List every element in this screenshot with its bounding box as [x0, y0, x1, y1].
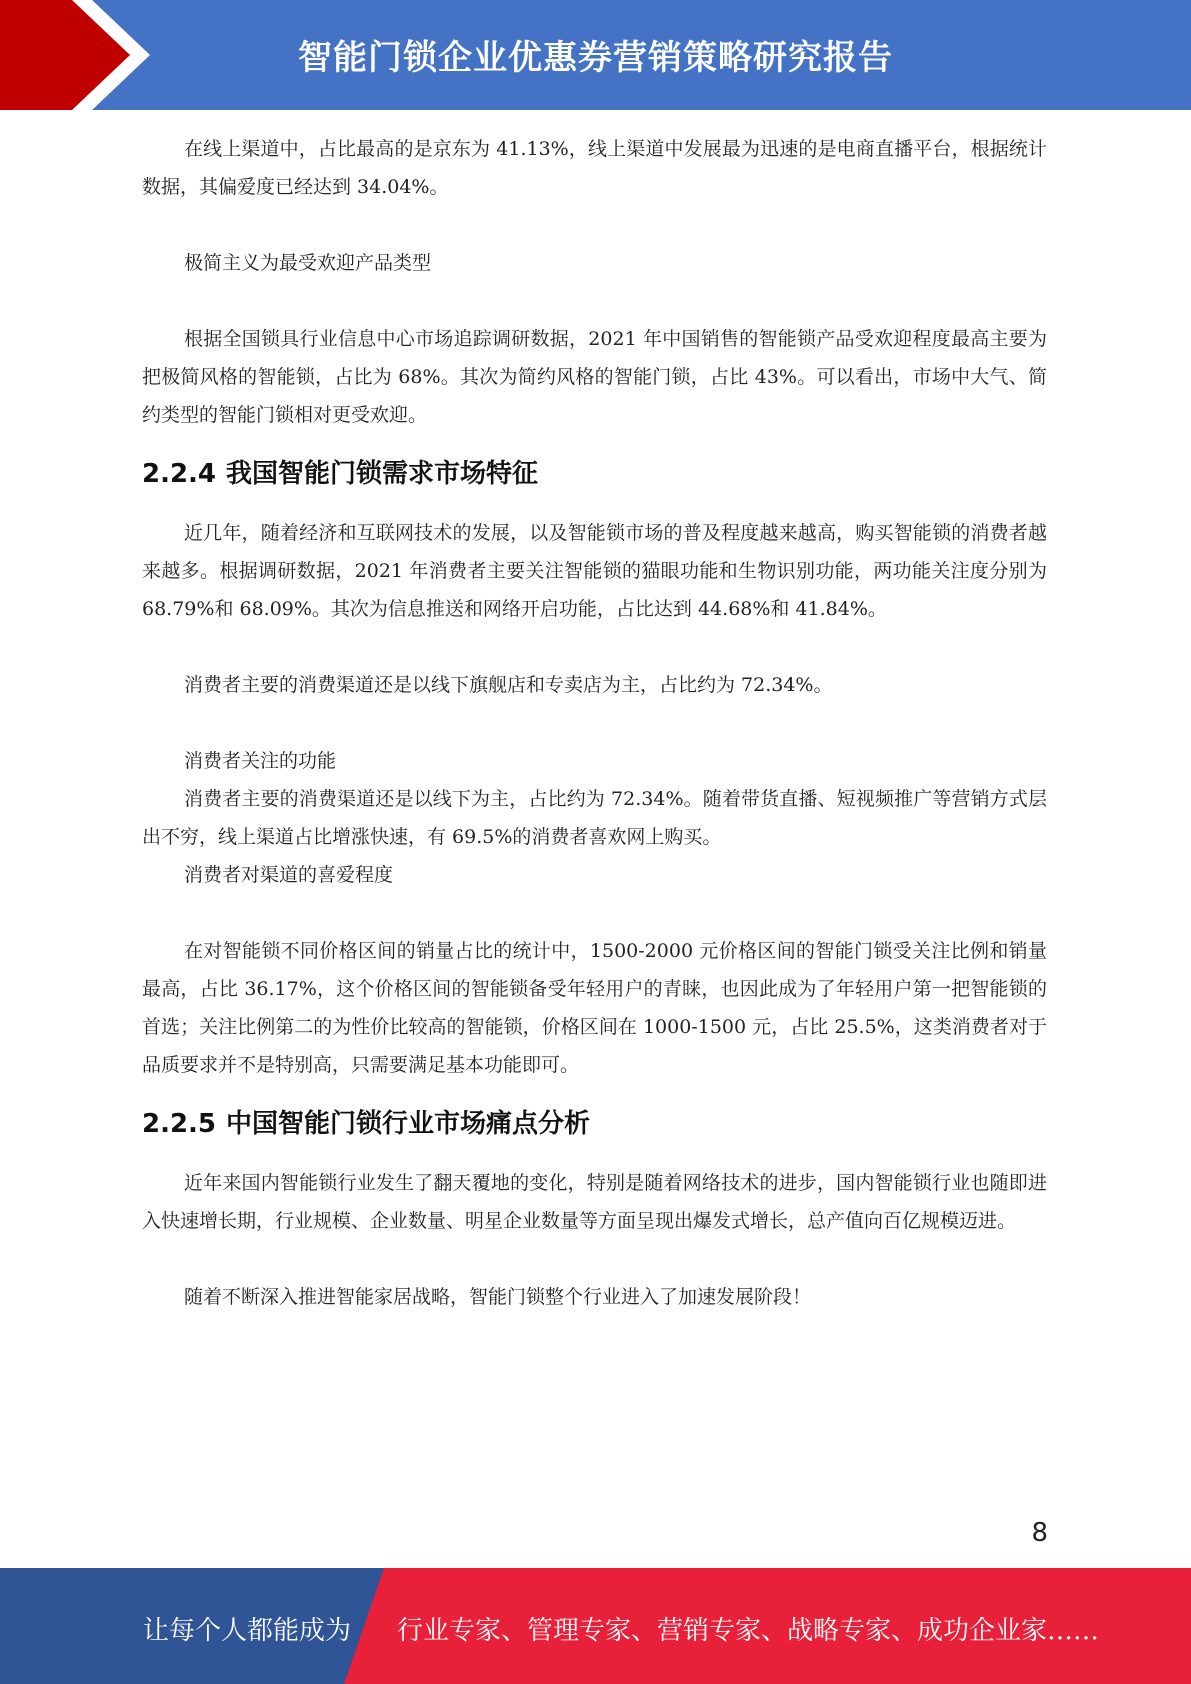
paragraph-industry-growth: 近年来国内智能锁行业发生了翻天覆地的变化，特别是随着网络技术的进步，国内智能锁行业也随即进入快速增长期，行业规模、企业数量、明星企业数量等方面呈现出爆发式增长，总产值向百亿规模迈进。 — [142, 1172, 1047, 1232]
section-heading-2-2-5 — [142, 1104, 1047, 1144]
paragraph-offline-channels: 消费者主要的消费渠道还是以线下旗舰店和专卖店为主，占比约为 72.34%。 — [184, 674, 833, 696]
paragraph-product-style: 根据全国锁具行业信息中心市场追踪调研数据，2021 年中国销售的智能锁产品受欢迎程度最高主要为把极简风格的智能锁，占比为 68%。其次为简约风格的智能门锁，占比 43%。可以看出，市场中大气、简约类型的智能门锁相对更受欢迎。 — [142, 328, 1047, 426]
page-header — [0, 0, 1191, 110]
page-content — [142, 130, 1047, 1316]
paragraph-channel-share: 消费者主要的消费渠道还是以线下为主，占比约为 72.34%。随着带货直播、短视频推广等营销方式层出不穷，线上渠道占比增涨快速，有 69.5%的消费者喜欢网上购买。 — [142, 788, 1047, 848]
caption-minimalism: 极简主义为最受欢迎产品类型 — [184, 252, 432, 274]
section-title: 我国智能门锁需求市场特征 — [226, 459, 539, 489]
page-number: 8 — [1031, 1518, 1048, 1548]
paragraph-price-range: 在对智能锁不同价格区间的销量占比的统计中，1500-2000 元价格区间的智能门锁受关注比例和销量最高，占比 36.17%，这个价格区间的智能锁备受年轻用户的青睐，也因此成为了年轻用户第一把智能锁的首选；关注比例第二的为性价比较高的智能锁，价格区间在 1000-1500 元，占比 25.5%，这类消费者对于品质要求并不是特别高，只需要满足基本功能即可。 — [142, 940, 1047, 1076]
footer-slogan-right: 行业专家、管理专家、营销专家、战略专家、成功企业家…… — [397, 1616, 1100, 1646]
paragraph-smart-home-strategy: 随着不断深入推进智能家居战略，智能门锁整个行业进入了加速发展阶段！ — [184, 1286, 812, 1308]
report-title: 智能门锁企业优惠券营销策略研究报告 — [298, 38, 893, 78]
section-title: 中国智能门锁行业市场痛点分析 — [226, 1109, 591, 1139]
caption-channel-preference: 消费者对渠道的喜爱程度 — [184, 864, 394, 886]
caption-consumer-functions: 消费者关注的功能 — [184, 750, 337, 772]
paragraph-online-channels: 在线上渠道中，占比最高的是京东为 41.13%，线上渠道中发展最为迅速的是电商直播平台，根据统计数据，其偏爱度已经达到 34.04%。 — [142, 138, 1047, 198]
section-number: 2.2.5 — [142, 1109, 217, 1139]
footer-slogan-left: 让每个人都能成为 — [143, 1616, 352, 1646]
section-number: 2.2.4 — [142, 459, 217, 489]
section-heading-2-2-4 — [142, 454, 1047, 494]
page-footer — [0, 1568, 1191, 1684]
paragraph-demand-features: 近几年，随着经济和互联网技术的发展，以及智能锁市场的普及程度越来越高，购买智能锁的消费者越来越多。根据调研数据，2021 年消费者主要关注智能锁的猫眼功能和生物识别功能，两功能关注度分别为 68.79%和 68.09%。其次为信息推送和网络开启功能，占比达到 44.68%和 41.84%。 — [142, 522, 1047, 620]
